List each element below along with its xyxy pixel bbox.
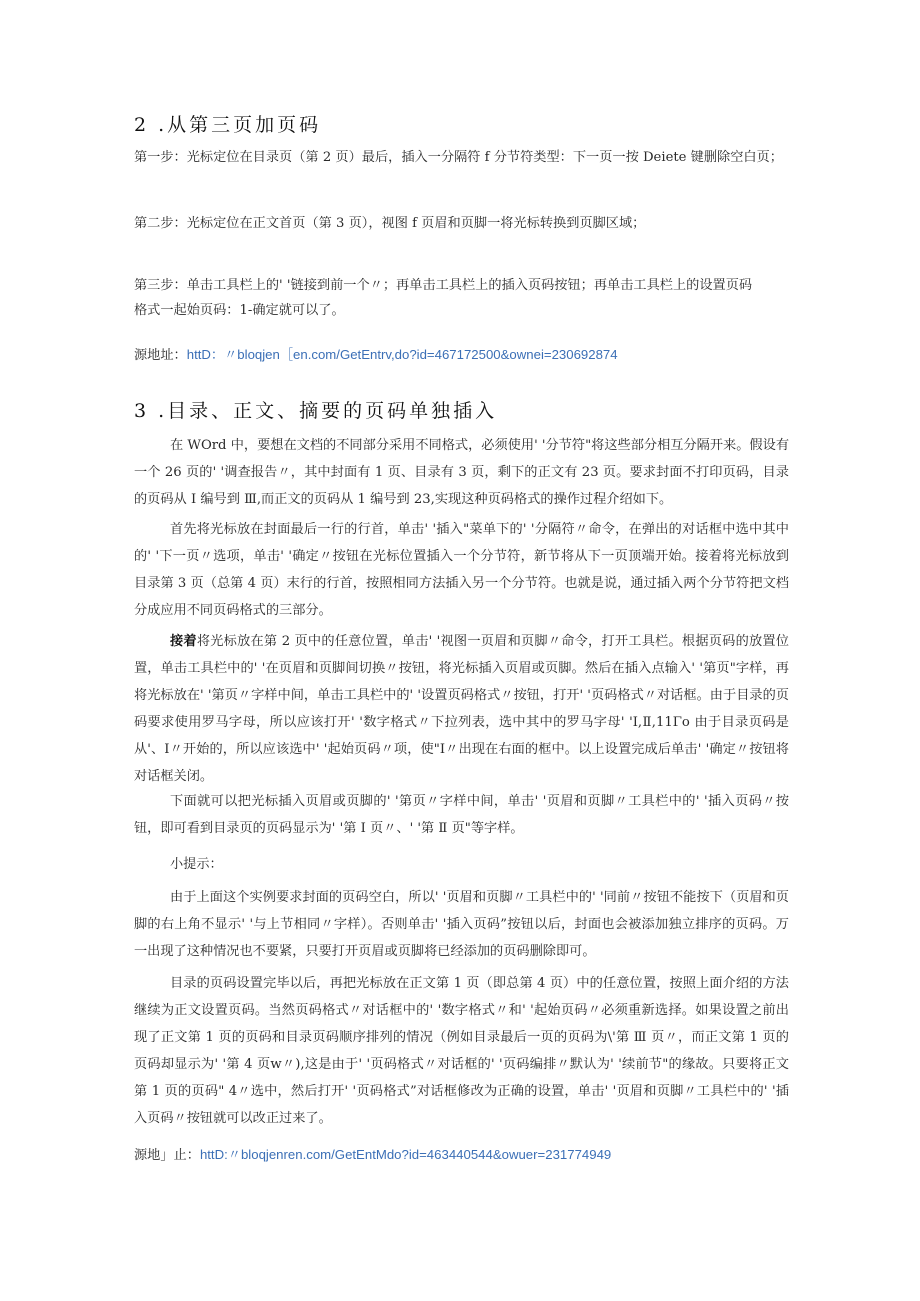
source-link[interactable]: httD：〃bloqjen［en.com/GetEntrv,do?id=467172500&ownei=230692874 (186, 347, 618, 362)
source-label: 源地址： (134, 348, 187, 363)
paragraph-tip: 由于上面这个实例要求封面的页码空白，所以' '页眉和页脚〃工具栏中的' '同前〃按钮不能按下（页眉和页脚的右上角不显示' '与上节相同〃字样）。否则单击' '插入页码”按钮以后，封面也会被添加独立排序的页码。万一出现了这种情况也不要紧，只要打开页眉或页脚将已经添加的页码删除即可。 (134, 890, 789, 959)
paragraph-section-breaks: 首先将光标放在封面最后一行的行首，单击' '插入"菜单下的' '分隔符〃命令，在弹出的对话框中选中其中的' '下一页〃选项，单击' '确定〃按钮在光标位置插入一个分节符，新节将从下一页顶端开始。接着将光标放到目录第 3 页（总第 4 页）末行的行首，按照相同方法插入另一个分节符。也就是说，通过插入两个分节符把文档分成应用不同页码格式的三部分。 (134, 522, 789, 618)
bold-lead-word: 接着 (170, 634, 197, 649)
paragraph-insert-page-number: 下面就可以把光标插入页眉或页脚的' '第页〃字样中间，单击' '页眉和页脚〃工具栏中的' '插入页码〃按钮，即可看到目录页的页码显示为' '第 I 页〃、' '第 Ⅱ 页"等字样。 (134, 794, 789, 836)
paragraph-roman-numerals (134, 628, 789, 790)
paragraph-intro: 在 WOrd 中，要想在文档的不同部分采用不同格式，必须使用' '分节符"将这些部分相互分隔开来。假设有一个 26 页的' '调查报告〃，其中封面有 1 页、目录有 3 页，剩下的正文有 23 页。要求封面不打印页码，目录的页码从 I 编号到 Ⅲ,而正文的页码从 1 编号到 23,实现这种页码格式的操作过程介绍如下。 (134, 438, 789, 507)
source-label: 源地」止： (134, 1148, 200, 1163)
source-address-2 (134, 1144, 611, 1163)
paragraph-body-numbering: 目录的页码设置完毕以后，再把光标放在正文第 1 页（即总第 4 页）中的任意位置，按照上面介绍的方法继续为正文设置页码。当然页码格式〃对话框中的' '数字格式〃和' '起始页码〃必须重新选择。如果设置之前出现了正文第 1 页的页码和目录页码顺序排列的情况（例如目录最后一页的页码为\'第 Ⅲ 页〃，而正文第 1 页的页码却显示为' '第 4 页w〃),这是由于' '页码格式〃对话框的' '页码编排〃默认为' '续前节"的缘故。只要将正文第 1 页的页码" 4〃选中，然后打开' '页码格式”对话框修改为正确的设置，单击' '页眉和页脚〃工具栏中的' '插入页码〃按钮就可以改正过来了。 (134, 976, 789, 1126)
step-3-text-line-1: 第三步：单击工具栏上的' '链接到前一个〃；再单击工具栏上的插入页码按钮；再单击工具栏上的设置页码 (134, 278, 753, 293)
tip-label: 小提示： (170, 857, 223, 872)
step-1-text: 第一步：光标定位在目录页（第 2 页）最后，插入一分隔符 f 分节符类型：下一页一按 Deiete 键删除空白页； (134, 150, 783, 165)
source-link[interactable]: httD:〃bloqjenren.com/GetEntMdo?id=463440544&owuer=231774949 (199, 1147, 612, 1162)
source-address-1 (134, 344, 618, 363)
section-3-heading: 3 .目录、正文、摘要的页码单独插入 (134, 400, 498, 422)
step-3-text-line-2: 格式一起始页码：1-确定就可以了。 (134, 303, 345, 318)
section-2-heading: 2 .从第三页加页码 (134, 114, 322, 136)
step-2-text: 第二步：光标定位在正文首页（第 3 页），视图 f 页眉和页脚一将光标转换到页脚区域； (134, 216, 646, 231)
paragraph-roman-numerals-text: 将光标放在第 2 页中的任意位置，单击' '视图一页眉和页脚〃命令，打开工具栏。根据页码的放置位置，单击工具栏中的' '在页眉和页脚间切换〃按钮，将光标插入页眉或页脚。然后在插入点输入' '第页"字样，再将光标放在' '第页〃字样中间，单击工具栏中的' '设置页码格式〃按钮，打开' '页码格式〃对话框。由于目录的页码要求使用罗马字母，所以应该打开' '数字格式〃下拉列表，选中其中的罗马字母' 'I,Ⅱ,11Γo 由于目录页码是从'、I〃开始的，所以应该选中' '起始页码〃项，使"I〃出现在右面的框中。以上设置完成后单击' '确定〃按钮将对话框关闭。 (134, 634, 789, 784)
